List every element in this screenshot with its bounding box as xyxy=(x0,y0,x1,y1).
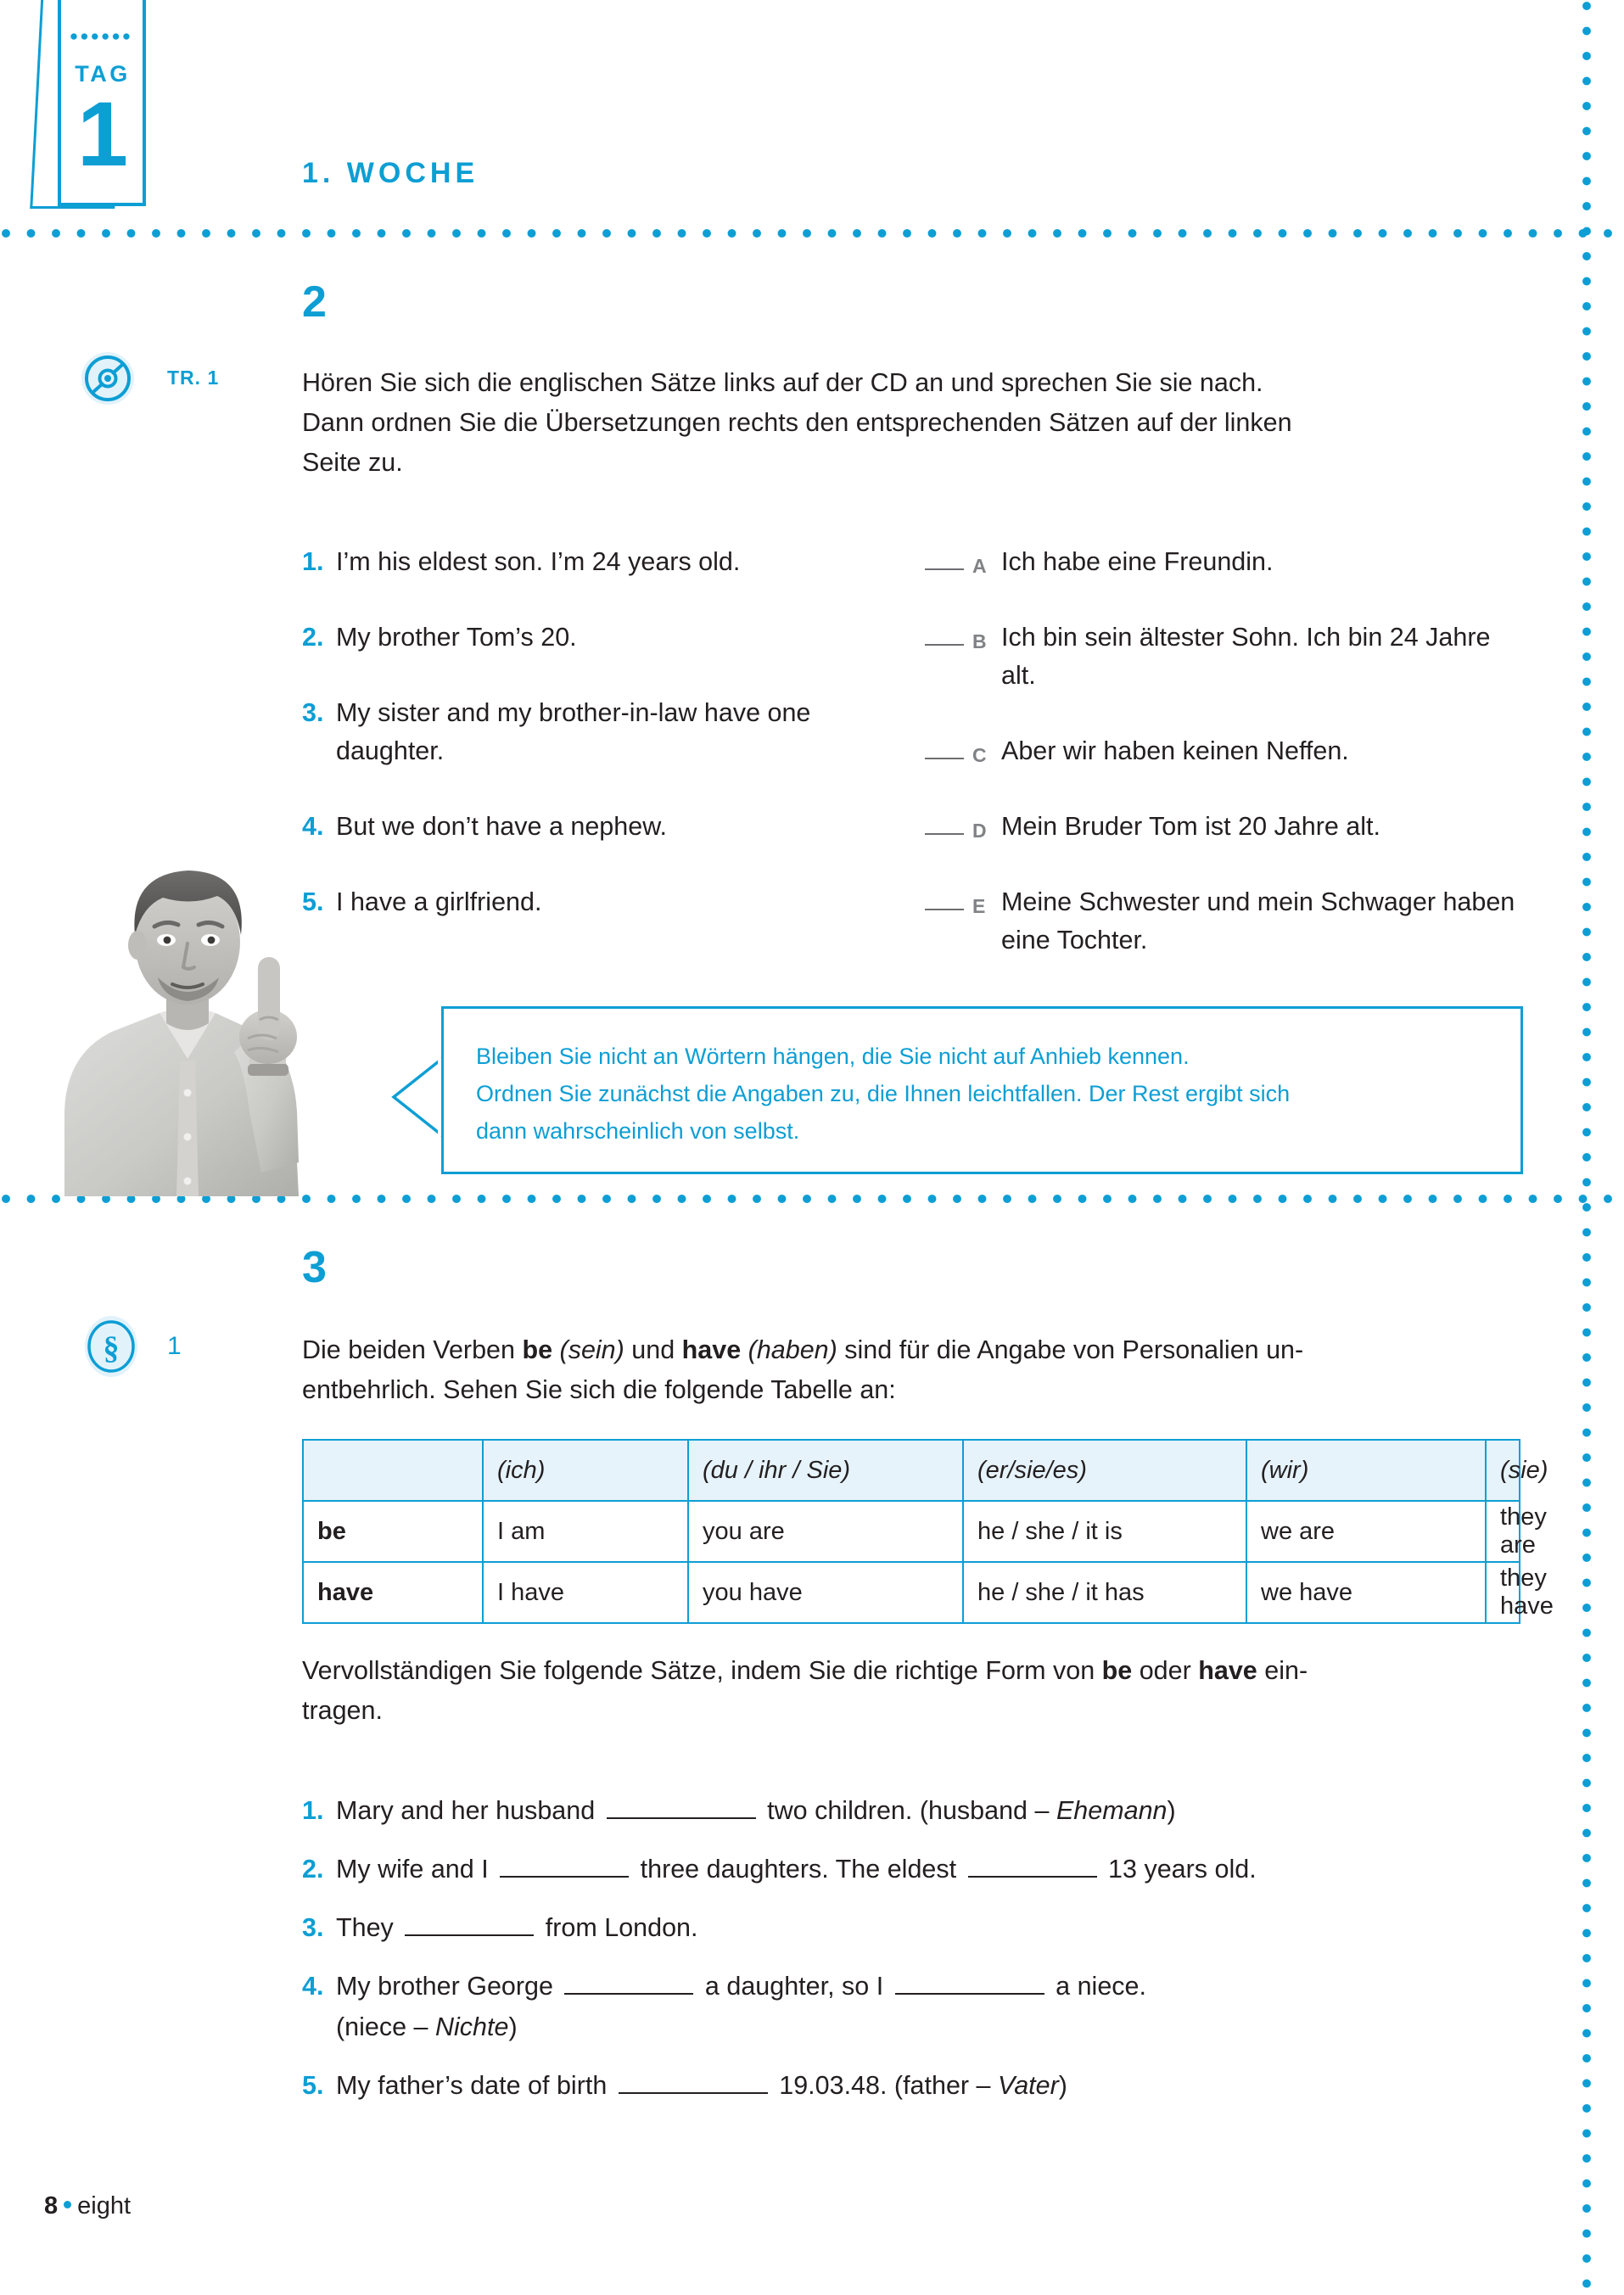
table-header-cell xyxy=(303,1440,483,1501)
fill-item xyxy=(302,2065,1532,2106)
exercise-3-intro xyxy=(302,1330,1524,1410)
cd-track-icon xyxy=(81,352,134,405)
day-tab-dots xyxy=(70,32,132,41)
match-item xyxy=(925,543,1519,581)
match-letter: C xyxy=(972,744,988,766)
table-cell: he / she / it is xyxy=(963,1501,1246,1562)
fill-text-segment: 13 years old. xyxy=(1100,1855,1257,1884)
footer-dot-separator xyxy=(64,2201,71,2208)
fill-text-segment: 19.03.48. (father – xyxy=(771,2071,998,2100)
shirt-button xyxy=(184,1089,192,1097)
tip-line-3: dann wahrscheinlich von selbst. xyxy=(476,1118,800,1144)
fill-text-segment: ) xyxy=(1058,2071,1067,2100)
item-number: 4. xyxy=(302,1972,324,2001)
day-tab-number: 1 xyxy=(76,82,129,185)
tip-line-1: Bleiben Sie nicht an Wörtern hängen, die Sie nicht auf Anhieb kennen. xyxy=(476,1044,1190,1069)
match-item xyxy=(925,808,1519,846)
list-item xyxy=(302,694,828,770)
intro-text-c: sind für die Angabe von Personalien un- xyxy=(837,1335,1304,1364)
match-text: Mein Bruder Tom ist 20 Jahre alt. xyxy=(1001,812,1380,841)
table-cell: we are xyxy=(1246,1501,1486,1562)
page-number: 8 xyxy=(44,2192,59,2219)
answer-blank[interactable] xyxy=(925,568,964,570)
table-header-cell: (ich) xyxy=(483,1440,688,1501)
verb-have-german: (haben) xyxy=(748,1335,837,1364)
match-letter: A xyxy=(972,555,988,577)
grammar-reference-number: 1 xyxy=(167,1332,182,1360)
tip-line-2: Ordnen Sie zunächst die Angaben zu, die Ihnen leichtfallen. Der Rest ergibt sich xyxy=(476,1081,1291,1106)
page-number-word: eight xyxy=(77,2192,132,2219)
table-cell: you are xyxy=(688,1501,963,1562)
fill-blank[interactable] xyxy=(968,1876,1097,1878)
match-text: Aber wir haben keinen Neffen. xyxy=(1001,736,1349,765)
photo-man-pointing xyxy=(34,857,390,1196)
task-text-b: oder xyxy=(1132,1656,1199,1685)
item-number: 2. xyxy=(302,623,324,652)
fill-text-segment: ) xyxy=(1167,1796,1176,1825)
match-item xyxy=(925,732,1519,770)
fill-text-segment: ) xyxy=(508,2012,518,2041)
exercise-3-number: 3 xyxy=(302,1243,327,1292)
item-number: 1. xyxy=(302,547,324,576)
fill-text-segment: My father’s date of birth xyxy=(336,2071,614,2100)
tip-box xyxy=(441,1006,1523,1174)
tip-box-text xyxy=(476,1038,1498,1150)
item-text: But we don’t have a nephew. xyxy=(336,812,668,841)
table-cell: you have xyxy=(688,1562,963,1623)
item-text xyxy=(336,1907,1532,1948)
exercise-3-intro-line-2: entbehrlich. Sehen Sie sich die folgende Tabelle an: xyxy=(302,1375,896,1404)
fill-text-segment: from London. xyxy=(538,1913,698,1942)
table-cell: they have xyxy=(1486,1562,1520,1623)
table-cell: he / she / it has xyxy=(963,1562,1246,1623)
fill-text-segment: a daughter, so I xyxy=(697,1972,891,2001)
svg-text:§: § xyxy=(103,1330,120,1366)
wristwatch xyxy=(248,1064,288,1076)
conjugation-table xyxy=(302,1439,1554,1624)
item-text: My sister and my brother-in-law have one daughter. xyxy=(336,698,811,765)
item-number: 2. xyxy=(302,1855,324,1884)
match-text: Meine Schwester und mein Schwager haben eine Tochter. xyxy=(1001,887,1515,954)
item-text: My brother Tom’s 20. xyxy=(336,623,577,652)
item-text: I have a girlfriend. xyxy=(336,887,542,916)
fill-text-segment: They xyxy=(336,1913,401,1942)
fill-blank[interactable] xyxy=(500,1876,629,1878)
fill-german-gloss: Vater xyxy=(997,2071,1059,2100)
task-text-a: Vervollständigen Sie folgende Sätze, indem Sie die richtige Form von xyxy=(302,1656,1102,1685)
exercise-3-fill-list xyxy=(302,1790,1532,2124)
match-letter: E xyxy=(972,895,986,917)
exercise-2-instruction-line-2: Dann ordnen Sie die Übersetzungen rechts den entsprechenden Sätzen auf der linken xyxy=(302,408,1292,437)
match-text: Ich habe eine Freundin. xyxy=(1001,547,1274,576)
match-text: Ich bin sein ältester Sohn. Ich bin 24 Jahre alt. xyxy=(1001,623,1491,690)
paragraph-sign-glyph xyxy=(87,1319,136,1374)
row-verb: be xyxy=(303,1501,483,1562)
task-text-c: ein- xyxy=(1257,1656,1308,1685)
fill-item xyxy=(302,1966,1532,2047)
verb-be: be xyxy=(522,1335,553,1364)
item-text: I’m his eldest son. I’m 24 years old. xyxy=(336,547,741,576)
table-header-cell: (sie) xyxy=(1486,1440,1520,1501)
exercise-2-instruction-line-1: Hören Sie sich die englischen Sätze links auf der CD an und sprechen Sie sie nach. xyxy=(302,368,1263,397)
shirt-button xyxy=(184,1178,192,1185)
item-text xyxy=(336,1849,1532,1889)
task-line-2: tragen. xyxy=(302,1696,383,1725)
intro-text-a: Die beiden Verben xyxy=(302,1335,523,1364)
verb-be-german: (sein) xyxy=(559,1335,624,1364)
table-row xyxy=(303,1501,1520,1562)
track-label: TR. 1 xyxy=(167,367,220,389)
item-number: 5. xyxy=(302,887,324,916)
conjugation-table-head xyxy=(303,1440,1548,1501)
table-cell: I am xyxy=(483,1501,688,1562)
item-text xyxy=(336,1790,1532,1831)
exercise-2-instruction xyxy=(302,363,1507,483)
week-label: 1. WOCHE xyxy=(302,157,479,189)
task-verb-have: have xyxy=(1198,1656,1257,1685)
item-number: 3. xyxy=(302,698,324,727)
page-footer xyxy=(44,2192,131,2220)
match-item xyxy=(925,883,1519,960)
table-header-row xyxy=(303,1440,1520,1501)
fill-blank[interactable] xyxy=(607,1817,756,1819)
right-dotted-rail xyxy=(1581,0,1593,2295)
day-tab xyxy=(58,0,148,231)
fill-text-segment: (niece – xyxy=(336,2012,435,2041)
fill-german-gloss: Nichte xyxy=(434,2012,509,2041)
photo-illustration xyxy=(34,857,390,1196)
item-number: 4. xyxy=(302,812,324,841)
task-verb-be: be xyxy=(1101,1656,1133,1685)
list-item xyxy=(302,619,828,657)
exercise-2-right-list xyxy=(925,543,1519,960)
table-cell: they are xyxy=(1486,1501,1520,1562)
tip-bubble-tail xyxy=(390,1055,445,1139)
fill-blank[interactable] xyxy=(405,1934,534,1936)
index-finger xyxy=(258,957,280,1040)
table-cell: we have xyxy=(1246,1562,1486,1623)
row-verb: have xyxy=(303,1562,483,1623)
fill-item xyxy=(302,1790,1532,1831)
fill-text-segment: two children. (husband – xyxy=(759,1796,1056,1825)
fill-item xyxy=(302,1907,1532,1948)
list-item xyxy=(302,808,828,846)
exercise-3-task-instruction xyxy=(302,1651,1524,1731)
answer-blank[interactable] xyxy=(925,758,964,759)
exercise-2-instruction-line-3: Seite zu. xyxy=(302,448,403,477)
answer-blank[interactable] xyxy=(925,909,964,910)
match-letter: B xyxy=(972,630,988,652)
pupil-right xyxy=(208,937,216,944)
pupil-left xyxy=(164,937,171,944)
table-row xyxy=(303,1562,1520,1623)
task-line-1 xyxy=(302,1651,1524,1691)
fill-blank[interactable] xyxy=(895,1993,1044,1995)
match-letter: D xyxy=(972,820,988,842)
item-number: 3. xyxy=(302,1913,324,1942)
answer-blank[interactable] xyxy=(925,833,964,835)
exercise-3-intro-line-1 xyxy=(302,1330,1524,1370)
fill-blank[interactable] xyxy=(564,1993,693,1995)
item-number: 5. xyxy=(302,2071,324,2100)
fill-german-gloss: Ehemann xyxy=(1056,1796,1168,1825)
table-header-cell: (er/sie/es) xyxy=(963,1440,1246,1501)
day-tab-word: TAG xyxy=(75,61,131,87)
table-cell: I have xyxy=(483,1562,688,1623)
cd-disc-glyph xyxy=(84,355,132,402)
placket xyxy=(176,1061,199,1196)
fill-text-segment: Mary and her husband xyxy=(336,1796,602,1825)
match-item xyxy=(925,619,1519,695)
list-item xyxy=(302,543,828,581)
verb-have: have xyxy=(681,1335,742,1364)
grammar-paragraph-icon xyxy=(85,1316,137,1377)
item-text xyxy=(336,2065,1532,2106)
shirt-button xyxy=(184,1134,192,1141)
conjugation-table-body xyxy=(303,1501,1554,1623)
item-number: 1. xyxy=(302,1796,324,1825)
exercise-2-number: 2 xyxy=(302,277,327,327)
fill-text-segment: three daughters. The eldest xyxy=(633,1855,964,1884)
answer-blank[interactable] xyxy=(925,644,964,646)
table-header-cell: (du / ihr / Sie) xyxy=(688,1440,963,1501)
section-divider-top xyxy=(0,227,1624,239)
intro-text-b: und xyxy=(624,1335,682,1364)
fill-text-segment: My brother George xyxy=(336,1972,561,2001)
fill-text-segment: a niece. xyxy=(1048,1972,1146,2001)
fill-text-segment: My wife and I xyxy=(336,1855,496,1884)
table-header-cell: (wir) xyxy=(1246,1440,1486,1501)
item-text xyxy=(336,1966,1532,2047)
fill-item xyxy=(302,1849,1532,1889)
ear xyxy=(128,931,147,960)
fill-blank[interactable] xyxy=(619,2092,768,2094)
